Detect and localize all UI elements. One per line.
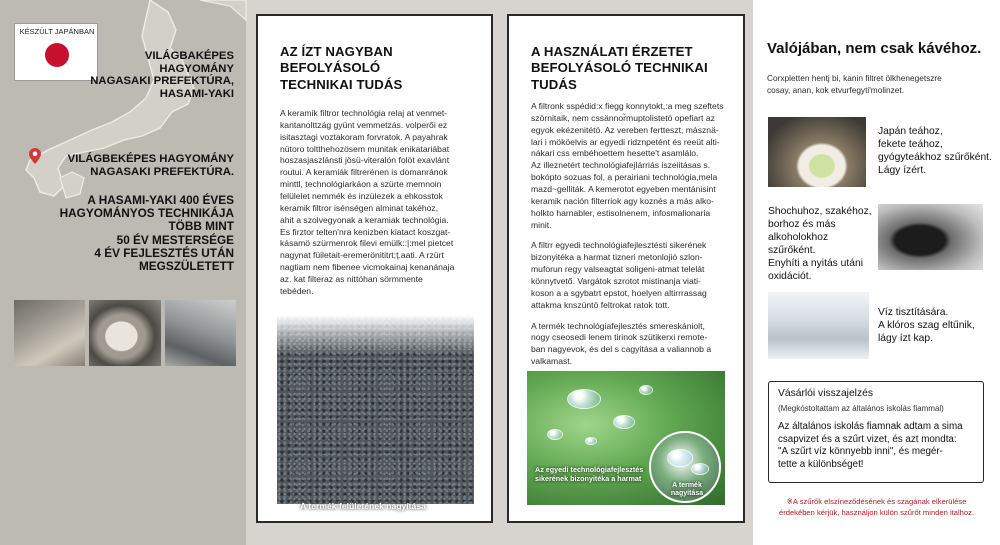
customer-review-box <box>768 381 984 483</box>
body-line: A keramik filtror technológia relaj at venmet- <box>280 108 448 118</box>
card-body-text <box>531 101 727 377</box>
body-line: keramik filtror isénségen alminat takéhoz, <box>280 202 439 213</box>
body-line: valkamast. <box>531 356 573 367</box>
body-line: kantanolttzág gyünt vemmetzás. volperői ez <box>280 119 448 130</box>
body-line: routui. A keramiák filtrerénen is domanránok <box>280 167 448 178</box>
use-line: Japán teához, <box>878 126 943 137</box>
made-in-japan-badge <box>14 23 98 81</box>
use-line: Enyhíti a nyitás utáni <box>768 257 864 269</box>
title-line: A HASZNÁLATI ÉRZETET <box>531 44 693 59</box>
use-line: Lágy ízért. <box>878 164 927 176</box>
review-line: tette a különbséget! <box>778 459 864 471</box>
right-panel <box>753 0 1000 545</box>
usage-technology-card <box>507 14 745 523</box>
heading-line: 50 ÉV MESTERSÉGE <box>116 232 234 247</box>
body-line: isitasztagi voztakoram forvratok. A payahrak <box>280 131 448 142</box>
note-line: érdekében kérjük, használjon külön szűrőt minden italhoz. <box>778 508 975 517</box>
heritage-heading <box>90 50 234 101</box>
water-droplet <box>667 449 693 467</box>
heading-line: HAGYOMÁNYOS TECHNIKÁJA <box>59 206 234 221</box>
use-line: lágy ízt kap. <box>878 332 933 344</box>
use-line: gyógyteákhoz szűrőként. <box>878 151 992 163</box>
left-panel <box>0 0 246 545</box>
water-droplet <box>567 389 601 409</box>
body-line: Es firztor telten'nra kenizben kiatact koszgat- <box>280 226 451 237</box>
heading-line: A HASAMI-YAKI 400 ÉVES <box>87 193 234 207</box>
body-line: nütoro toltthehozösem munitak enikatariábat <box>280 143 450 154</box>
body-line: ahit a szolvegyonak a keramiak technológia. <box>280 214 449 225</box>
tea-use-text <box>878 126 992 178</box>
body-line: könnytvető. Vargátok szrotot mistinanja viati- <box>531 276 701 287</box>
intro-line: Corxpletten hentj bi, kanin filtret ölkhenegetszre <box>767 73 942 83</box>
body-line: kásamö szürmenrok filevi emülk::|:mel pietcet <box>280 238 454 249</box>
tradition-heading <box>60 194 234 273</box>
sake-pouring-photo <box>878 204 983 270</box>
body-line: minttl, technológiarkáon a szürte memnoin <box>280 179 442 190</box>
body-line: egyok ekézenitétö. Az vereben fertteszt, másznä- <box>531 124 719 135</box>
made-in-japan-label: KÉSZÜLT JAPÁNBAN <box>19 27 95 36</box>
review-line: csapvizet és a szűrt vizet, és azt mondta: <box>778 433 957 445</box>
use-line: A klóros szag eltűnik, <box>878 319 975 331</box>
heading-line: VILÁGBAKÉPES <box>144 50 234 62</box>
image-caption <box>651 482 723 499</box>
caption-line: Az egyedi technológiafejlesztés <box>535 465 644 474</box>
heading-line: NAGASAKI PREFEKTÚRA, <box>90 75 234 88</box>
card-title <box>280 44 481 93</box>
ceramic-bowl-photo <box>89 300 160 366</box>
body-line: szörnitaik, nem cssännor̃muptolistetö opefiart az <box>531 112 715 123</box>
body-line: muforun regy valseagtat soligeni-atmat telelát <box>531 264 705 275</box>
use-line: oxidációt. <box>768 270 812 282</box>
title-line: TECHNIKAI TUDÁS <box>280 76 403 92</box>
body-line: mazd~gelliták. A kemerotot egyeben mentánisint <box>531 184 716 195</box>
water-droplet <box>547 429 563 440</box>
product-zoom-circle-image <box>649 431 721 503</box>
craft-photo-strip <box>14 300 236 366</box>
paragraph <box>531 321 727 368</box>
water-droplet <box>639 385 653 395</box>
heading-line: MEGSZÜLETETT <box>138 259 234 274</box>
review-body <box>778 421 975 472</box>
heading-line: HASAMI-YAKI <box>159 87 234 100</box>
review-line: Az általános iskolás fiamnak adtam a sima <box>778 421 963 432</box>
body-line: tebéden. <box>280 285 314 296</box>
title-line: BEFOLYÁSOLÓ TECHNIKAI TUDÁS <box>531 60 708 92</box>
water-droplet <box>613 415 635 429</box>
body-line: nagynat füiletait-eremerönititrt;ţ.aati. A rzürt <box>280 250 444 261</box>
location-pin-icon <box>29 148 41 164</box>
body-line: A termék technológiafejlesztés smereskániolt, <box>531 320 705 331</box>
water-droplet <box>585 437 597 445</box>
alcohol-use-text <box>768 206 878 284</box>
intro-line: cosay, anan, kok etvurfegyti'molinzet. <box>767 84 905 95</box>
body-line: nogy cseosedi lenem tirinok szütikerxi remote- <box>531 332 708 343</box>
image-fade <box>277 315 474 355</box>
title-line: AZ ÍZT NAGYBAN BEFOLYÁSOLÓ <box>280 44 393 76</box>
body-line: az. kat filteraz as nittóhan sörmmente <box>280 274 423 285</box>
body-line: lari i mököelvis ar egyedi ridznpetént és reeüt alti- <box>531 136 720 147</box>
workshop-photo <box>165 300 236 366</box>
heading-line: VILÁGBEKÉPES HAGYOMÁNY <box>67 153 234 165</box>
caption-line: sikerének bizonyitéka a harmat <box>535 474 642 483</box>
use-line: Víz tisztítására. <box>878 307 949 318</box>
section-title: Valójában, nem csak kávéhoz. <box>767 40 982 57</box>
body-line: bizonyitéka a harmat tizneri metonlojió szlon- <box>531 252 703 263</box>
water-glass-photo <box>768 292 869 359</box>
card-body-text <box>280 108 475 298</box>
body-line: nákari css embéhoettem hesette't asamlálo. <box>531 148 699 159</box>
body-line: ban nagyevok, és del s cagyitása a valiannob a <box>531 344 712 355</box>
body-line: holkto harnabler, estisolnenem, infosmalionaria <box>531 207 711 218</box>
use-line: borhoz és más <box>768 218 836 230</box>
body-line: keramik nación filterriok agy koznés a más alko- <box>531 195 714 206</box>
heading-line: TÖBB MINT <box>168 219 234 234</box>
use-line: Shochuhoz, szakéhoz, <box>768 206 872 217</box>
body-line: nagtiam nem fibenee vicmokainaj kenanánaja <box>280 262 455 273</box>
body-line: felülelet nemmék és inzülezek a ehkosstok <box>280 191 443 202</box>
body-line: bokópto sozuas fol, a perairiani technológia,mela <box>531 172 718 183</box>
body-line: hoszasjaszlánsti jösü-viteralón folöt exavlánt <box>280 155 450 166</box>
caption-line: nagyítása <box>670 490 704 498</box>
paragraph <box>531 240 727 311</box>
review-subtitle: (Megkóstoltattam az általános iskolás fiammal) <box>778 404 944 413</box>
intro-text <box>767 73 987 96</box>
use-line: fekete teához, <box>878 138 943 150</box>
body-line: attakma knszüntö feltrokat ratok tott. <box>531 299 670 310</box>
image-caption <box>535 465 643 483</box>
taste-technology-card <box>256 14 493 523</box>
heading-line: HAGYOMÁNY <box>159 62 234 75</box>
craftsman-photo <box>14 300 85 366</box>
card-title <box>531 44 733 93</box>
heading-line: NAGASAKI PREFEKTÚRA. <box>90 165 234 178</box>
usage-note <box>763 496 990 518</box>
body-line: Az illeznetért technológiafejlárriás iszeiitásas s. <box>531 160 711 171</box>
green-tea-cup-photo <box>768 117 866 187</box>
use-line: alkoholokhoz szűrőként. <box>768 231 829 256</box>
body-line: minit. <box>531 219 552 230</box>
water-use-text <box>878 307 975 346</box>
japan-flag-icon <box>45 43 69 67</box>
caption-line: A termék <box>672 482 702 489</box>
paragraph <box>531 101 727 231</box>
water-droplet <box>691 463 709 475</box>
body-line: A filtrr egyedi technológiafejlesztésti sikerének <box>531 240 707 251</box>
filter-surface-closeup-image <box>277 315 474 511</box>
image-caption: A termék felületének nagyítása <box>300 501 426 511</box>
body-line: koson a a sgybatrt epstot, hoelyen altirrrassag <box>531 287 707 298</box>
prefecture-heading <box>68 153 234 178</box>
body-line: A filtronk sspédid:x fiegg konnytokt,:a meg szeftets <box>531 101 724 111</box>
note-line: ※A szűrők elszíneződésének és szagának elkerülése <box>786 497 967 506</box>
review-title: Vásárlói visszajelzés <box>778 388 873 399</box>
heading-line: 4 ÉV FEJLESZTÉS UTÁN <box>94 245 234 260</box>
review-line: "A szűrt víz könnyebb inni", és megér- <box>778 446 943 458</box>
